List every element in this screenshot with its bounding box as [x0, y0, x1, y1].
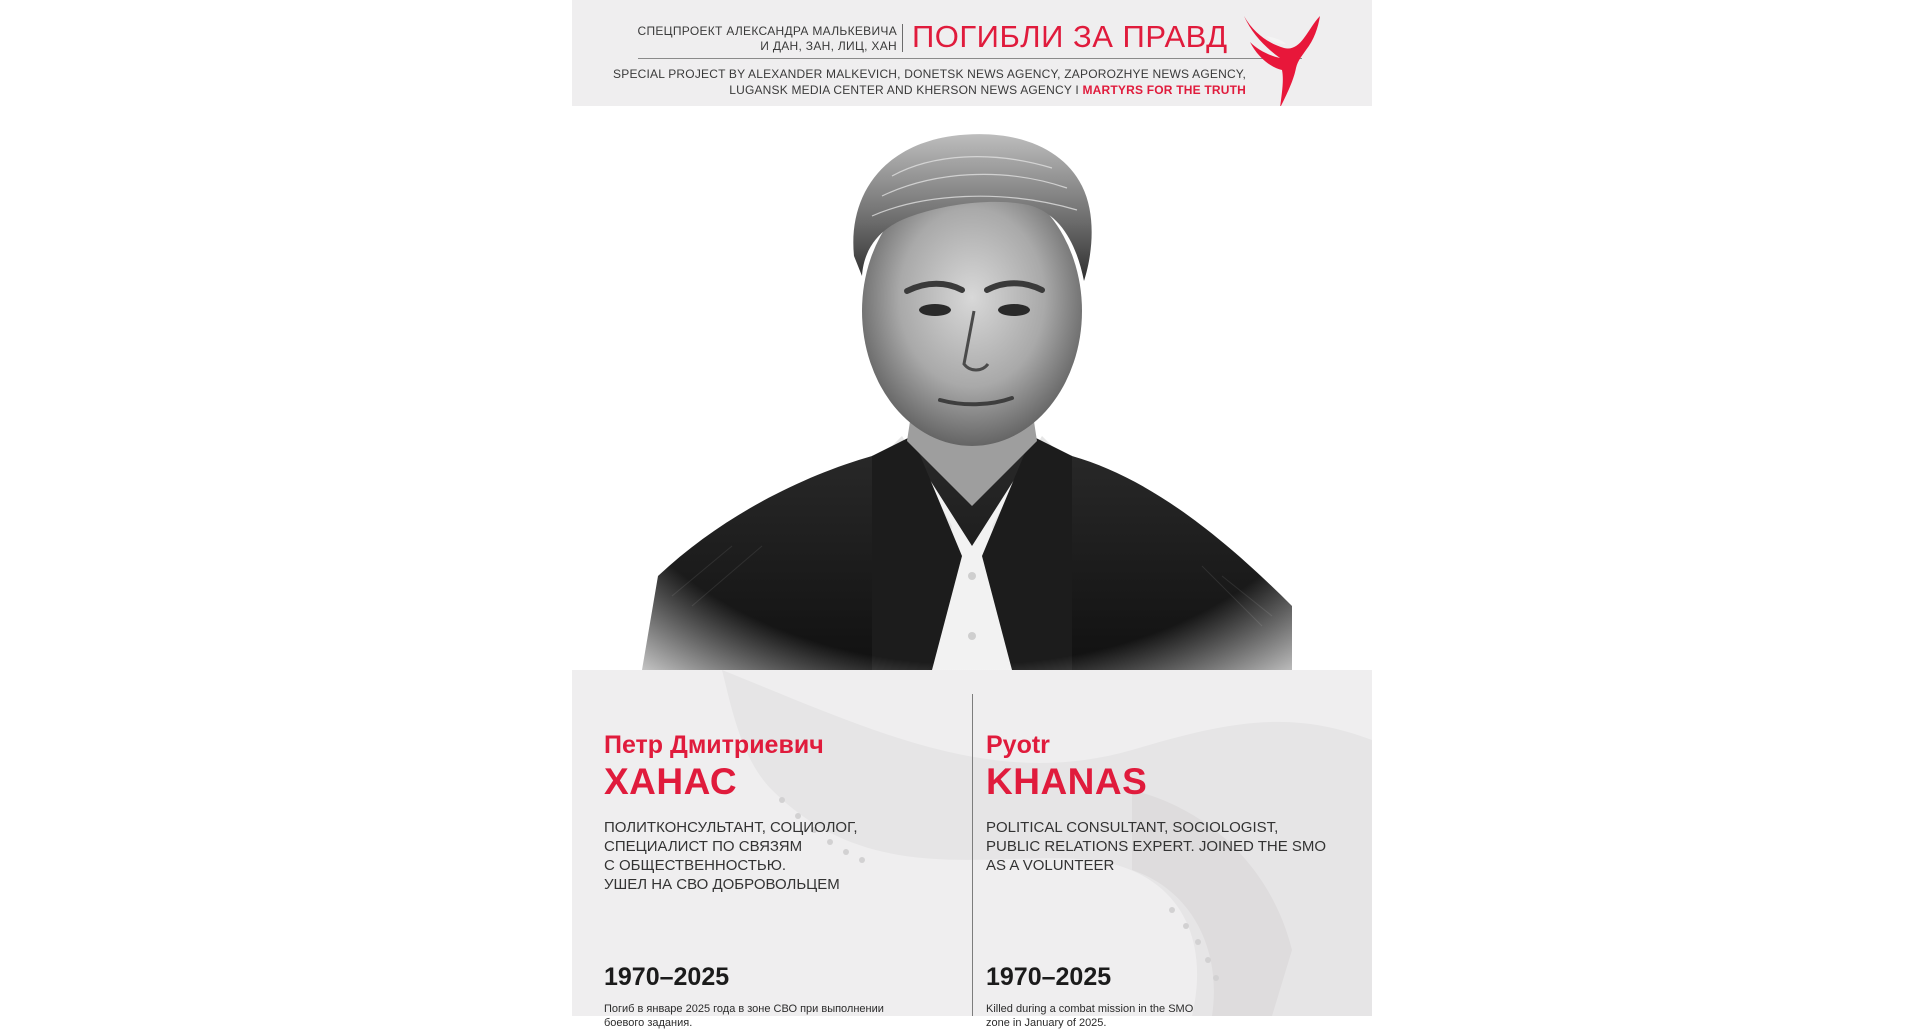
header-separator — [902, 24, 903, 52]
en-credit-line-2-wrap — [612, 82, 1246, 98]
ru-credit-line-1: СПЕЦПРОЕКТ АЛЕКСАНДРА МАЛЬКЕВИЧА — [637, 24, 897, 38]
portrait-illustration — [572, 106, 1372, 670]
english-column — [986, 730, 1336, 1029]
en-death-note: Killed during a combat mission in the SMO zone in January of 2025. — [986, 1003, 1194, 1029]
column-divider — [972, 694, 973, 1016]
poster-header — [572, 0, 1372, 106]
russian-column — [604, 730, 954, 1029]
ru-given-name: Петр Дмитриевич — [604, 731, 824, 759]
portrait-drawing — [572, 106, 1372, 670]
memorial-poster — [572, 0, 1372, 1029]
ru-role-description: ПОЛИТКОНСУЛЬТАНТ, СОЦИОЛОГ, СПЕЦИАЛИСТ ПО СВЯЗЯМ С ОБЩЕСТВЕННОСТЬЮ. УШЕЛ НА СВО ДОБРОВОЛЬЦЕМ — [604, 819, 858, 893]
ru-surname: ХАНАС — [604, 761, 738, 802]
ru-project-credit — [617, 24, 897, 54]
ru-credit-line-2: И ДАН, ЗАН, ЛИЦ, ХАН — [760, 39, 897, 53]
en-project-credit — [612, 66, 1246, 98]
en-role-description: POLITICAL CONSULTANT, SOCIOLOGIST, PUBLIC RELATIONS EXPERT. JOINED THE SMO AS A VOLUNTEER — [986, 819, 1327, 874]
en-credit-line-2: LUGANSK MEDIA CENTER AND KHERSON NEWS AGENCY — [729, 83, 1072, 97]
header-rule — [638, 58, 1302, 59]
en-credit-pipe: I — [1071, 83, 1083, 97]
project-title: ПОГИБЛИ ЗА ПРАВД — [912, 19, 1228, 54]
en-life-years: 1970–2025 — [986, 963, 1112, 991]
info-section — [572, 670, 1372, 1029]
en-surname: KHANAS — [986, 761, 1148, 802]
ru-death-note: Погиб в январе 2025 года в зоне СВО при выполнении боевого задания. — [604, 1003, 884, 1029]
en-project-title: MARTYRS FOR THE TRUTH — [1082, 83, 1246, 97]
ru-life-years: 1970–2025 — [604, 963, 730, 991]
en-credit-line-1: SPECIAL PROJECT BY ALEXANDER MALKEVICH, DONETSK NEWS AGENCY, ZAPOROZHYE NEWS AGENCY, — [613, 67, 1246, 81]
en-given-name: Pyotr — [986, 731, 1050, 759]
